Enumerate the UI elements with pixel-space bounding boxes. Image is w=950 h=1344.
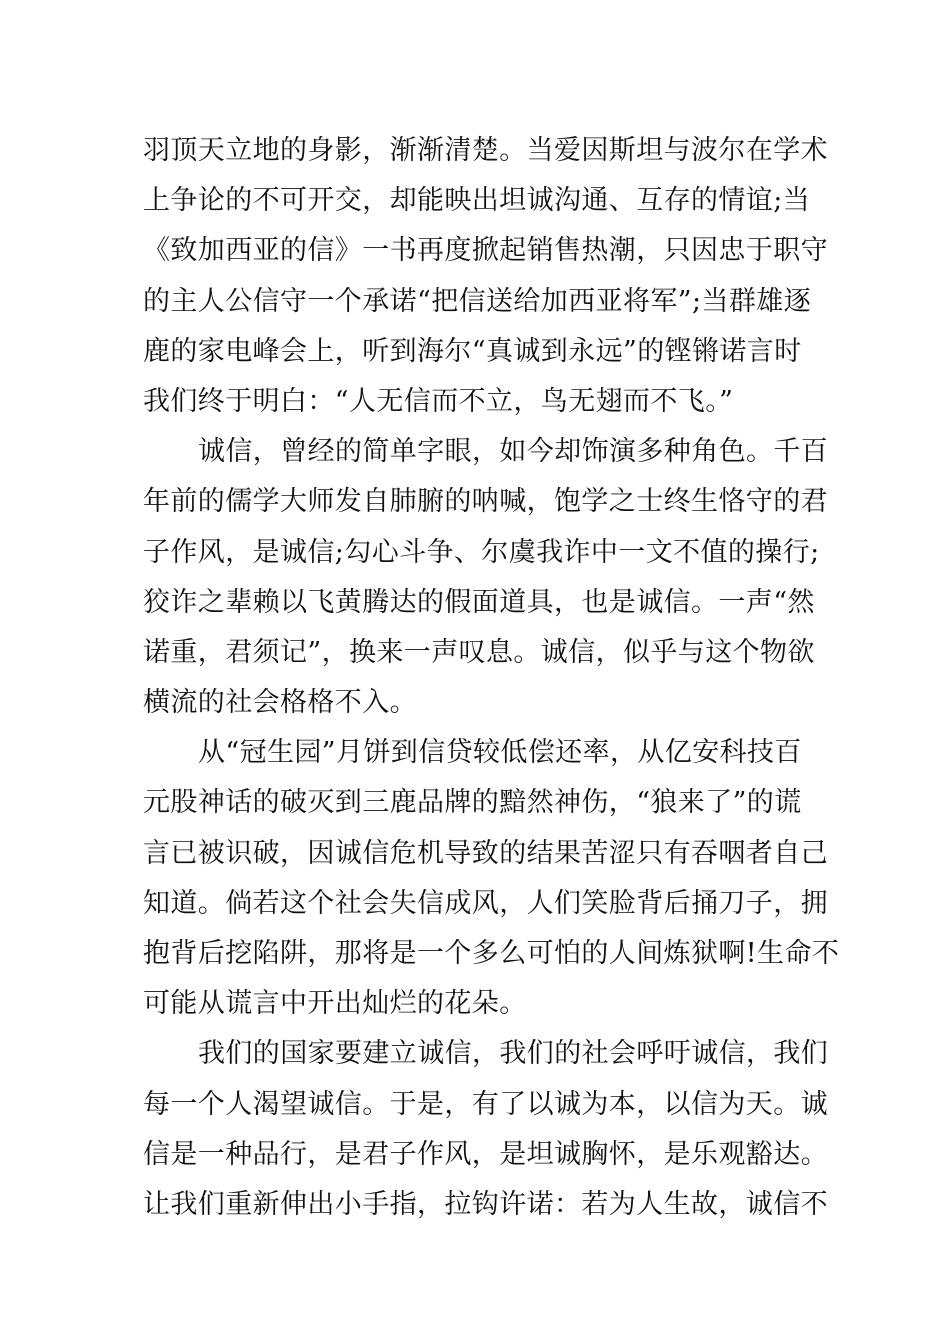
text-line: 每一个人渴望诚信。于是，有了以诚为本，以信为天。诚 [143,1088,828,1120]
paragraph-first-line: 诚信，曾经的简单字眼，如今却饰演多种角色。千百 [198,436,829,468]
text-line: 知道。倘若这个社会失信成风，人们笑脸背后捅刀子，拥 [143,887,828,919]
text-line: 子作风，是诚信;勾心斗争、尔虞我诈中一文不值的操行; [143,536,820,568]
text-line: 上争论的不可开交，却能映出坦诚沟通、互存的情谊;当 [143,185,811,217]
text-line: 信是一种品行，是君子作风，是坦诚胸怀，是乐观豁达。 [143,1138,828,1170]
paragraph-first-line: 从“冠生园”月饼到信贷较低偿还率，从亿安科技百 [198,737,802,769]
text-line: 元股神话的破灭到三鹿品牌的黯然神伤，“狼来了”的谎 [143,787,802,819]
text-line: 抱背后挖陷阱，那将是一个多么可怕的人间炼狱啊!生命不 [143,938,840,969]
text-line: 狡诈之辈赖以飞黄腾达的假面道具，也是诚信。一声“然 [143,586,815,618]
text-line: 可能从谎言中开出灿烂的花朵。 [143,988,527,1020]
text-line: 《致加西亚的信》一书再度掀起销售热潮，只因忠于职守 [143,235,828,267]
text-line: 横流的社会格格不入。 [143,687,417,719]
text-line: 诺重，君须记”，换来一声叹息。诚信，似乎与这个物欲 [143,636,815,668]
text-line: 年前的儒学大师发自肺腑的呐喊，饱学之士终生恪守的君 [143,486,828,518]
text-line: 我们终于明白：“人无信而不立，鸟无翅而不飞。” [143,385,734,417]
essay-body [143,126,840,1230]
text-line: 言已被识破，因诚信危机导致的结果苦涩只有吞咽者自己 [143,837,828,869]
text-line: 鹿的家电峰会上，听到海尔“真诚到永远”的铿锵诺言时 [143,335,802,367]
paragraph-first-line: 我们的国家要建立诚信，我们的社会呼吁诚信，我们 [198,1038,829,1070]
text-line: 让我们重新伸出小手指，拉钩许诺：若为人生故，诚信不 [143,1188,828,1220]
text-line: 的主人公信守一个承诺“把信送给加西亚将军”;当群雄逐 [143,285,812,317]
text-line: 羽顶天立地的身影，渐渐清楚。当爱因斯坦与波尔在学术 [143,135,828,166]
